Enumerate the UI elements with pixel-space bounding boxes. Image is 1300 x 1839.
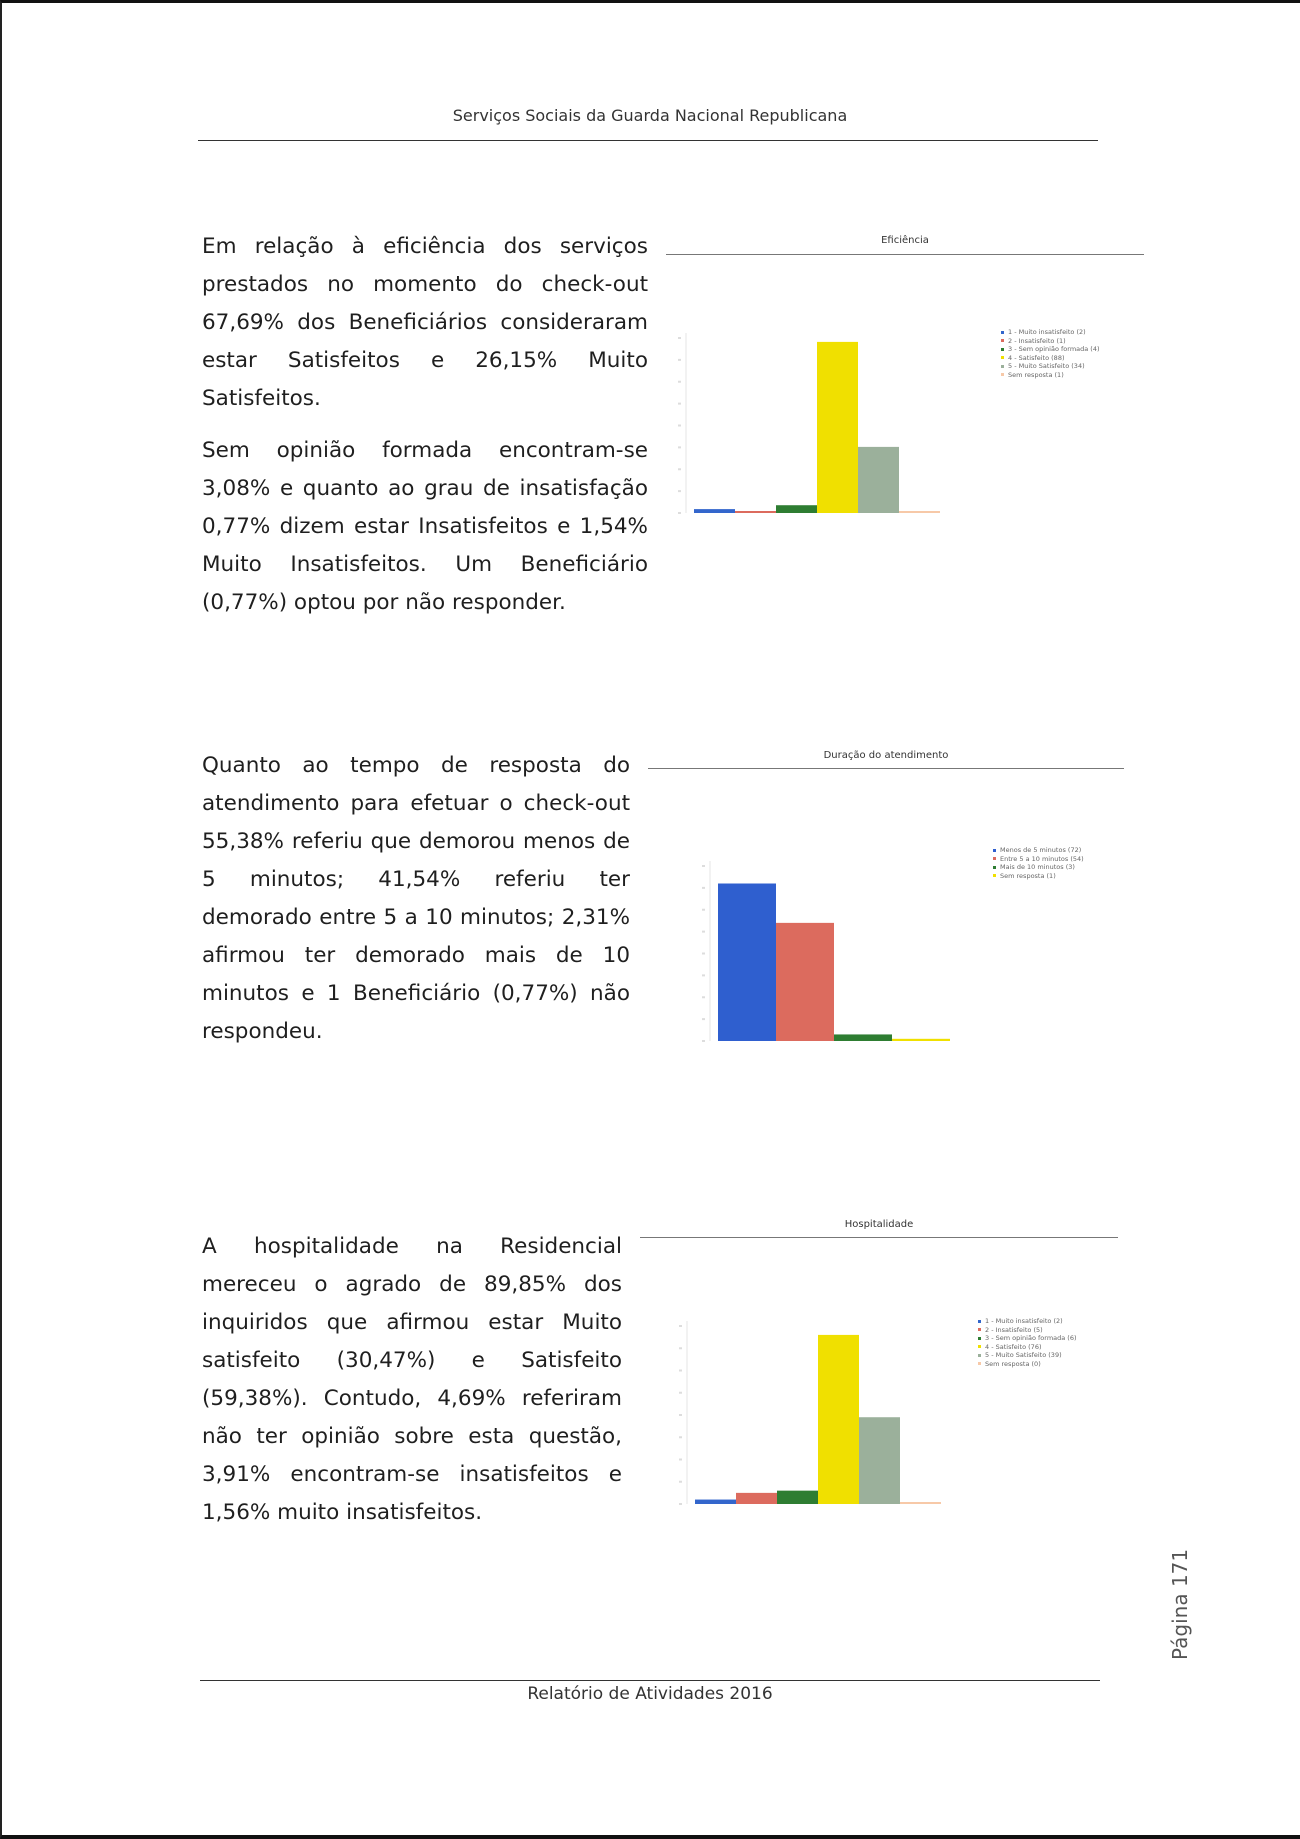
legend-item	[1001, 337, 1100, 346]
paragraph: Quanto ao tempo de resposta do atendimento para efetuar o check-out 55,38% referiu que demorou menos de 5 minutos; 41,54% referiu ter demorado entre 5 a 10 minutos; 2,31% afirmou ter demorado mais de 10 minutos e 1 Beneficiário (0,77%) não respondeu.	[202, 753, 630, 1044]
bar-1	[695, 1500, 736, 1504]
y-tick	[679, 1370, 682, 1372]
legend-marker	[1001, 356, 1004, 359]
y-tick	[678, 403, 681, 405]
y-tick	[679, 1414, 682, 1416]
legend-marker	[1001, 373, 1004, 376]
legend-label: Sem resposta (1)	[1008, 370, 1064, 379]
legend-marker	[993, 849, 996, 852]
y-tick	[702, 909, 705, 911]
legend-item	[1001, 354, 1100, 363]
y-tick	[702, 996, 705, 998]
bar-1	[694, 509, 735, 513]
legend-marker	[978, 1345, 981, 1348]
page-number: Página 171	[1168, 1548, 1192, 1660]
legend-marker	[1001, 348, 1004, 351]
y-tick	[678, 512, 681, 514]
y-tick	[678, 446, 681, 448]
legend-label: Menos de 5 minutos (72)	[1000, 846, 1082, 854]
bar-4	[818, 1335, 859, 1504]
hospitality-chart	[640, 1214, 1118, 1514]
paragraph: A hospitalidade na Residencial mereceu o agrado de 89,85% dos inquiridos que afirmou estar Muito satisfeito (30,47%) e Satisfeito (59,38%). Contudo, 4,69% referiram não ter opinião sobre esta questão, 3,91% encontram-se insatisfeitos e 1,56% muito insatisfeitos.	[202, 1234, 622, 1525]
page-header: Serviços Sociais da Guarda Nacional Republicana	[452, 106, 848, 125]
bar-3	[777, 1491, 818, 1504]
bar-6	[899, 511, 940, 513]
y-tick	[702, 865, 705, 867]
duration-chart	[648, 745, 1124, 1045]
section-efficiency-text	[202, 228, 648, 636]
y-tick	[679, 1347, 682, 1349]
bar-2	[776, 923, 834, 1041]
y-tick	[702, 1018, 705, 1020]
chart-plot	[648, 745, 1124, 1045]
y-tick	[678, 490, 681, 492]
legend-label: 4 - Satisfeito (76)	[985, 1342, 1042, 1351]
legend-label: Sem resposta (0)	[985, 1359, 1041, 1368]
legend-item	[1001, 345, 1100, 354]
chart-title: Eficiência	[881, 235, 929, 246]
legend-marker	[993, 874, 996, 877]
section-hospitality-text	[202, 1228, 622, 1546]
efficiency-chart	[666, 230, 1144, 530]
legend-label: 4 - Satisfeito (88)	[1008, 353, 1065, 362]
legend-marker	[978, 1328, 981, 1331]
y-tick	[702, 1040, 705, 1042]
legend-label: 3 - Sem opinião formada (6)	[985, 1334, 1077, 1342]
bar-4	[817, 342, 858, 513]
legend-item	[978, 1334, 1077, 1343]
page-footer: Relatório de Atividades 2016	[527, 1684, 773, 1704]
legend-marker	[978, 1354, 981, 1357]
bar-5	[858, 447, 899, 513]
legend-item	[1001, 371, 1100, 380]
y-tick	[702, 887, 705, 889]
bar-3	[834, 1034, 892, 1041]
y-tick	[679, 1325, 682, 1327]
legend-label: 2 - Insatisfeito (5)	[985, 1325, 1043, 1334]
legend-marker	[978, 1362, 981, 1365]
footer-divider	[200, 1680, 1100, 1681]
legend-item	[978, 1343, 1077, 1352]
legend-label: 3 - Sem opinião formada (4)	[1008, 345, 1100, 353]
y-tick	[702, 974, 705, 976]
y-tick	[679, 1481, 682, 1483]
legend-item	[993, 863, 1084, 872]
y-tick	[678, 381, 681, 383]
paragraph: Em relação à eficiência dos serviços prestados no momento do check-out 67,69% dos Beneficiários consideraram estar Satisfeitos e 26,15% Muito Satisfeitos.	[202, 234, 648, 411]
legend-item	[978, 1326, 1077, 1335]
header-divider	[198, 140, 1098, 141]
bar-2	[735, 511, 776, 513]
chart-legend	[978, 1317, 1077, 1368]
legend-label: 5 - Muito Satisfeito (39)	[985, 1351, 1062, 1359]
section-duration-text	[202, 747, 630, 1065]
legend-label: Entre 5 a 10 minutos (54)	[1000, 854, 1084, 863]
legend-label: 2 - Insatisfeito (1)	[1008, 336, 1066, 345]
bar-3	[776, 505, 817, 513]
legend-item	[1001, 328, 1100, 337]
legend-item	[978, 1351, 1077, 1360]
bar-1	[718, 884, 776, 1042]
chart-legend	[1001, 328, 1100, 379]
y-tick	[679, 1436, 682, 1438]
legend-label: 1 - Muito insatisfeito (2)	[1008, 328, 1086, 336]
legend-marker	[1001, 365, 1004, 368]
chart-plot	[666, 230, 1144, 530]
chart-title: Hospitalidade	[844, 1219, 914, 1230]
legend-item	[978, 1360, 1077, 1369]
y-tick	[679, 1392, 682, 1394]
legend-label: 1 - Muito insatisfeito (2)	[985, 1317, 1063, 1325]
legend-item	[978, 1317, 1077, 1326]
legend-marker	[993, 857, 996, 860]
legend-item	[993, 872, 1084, 881]
paragraph: Sem opinião formada encontram-se 3,08% e quanto ao grau de insatisfação 0,77% dizem estar Insatisfeitos e 1,54% Muito Insatisfeitos. Um Beneficiário (0,77%) optou por não responder.	[202, 438, 648, 615]
bar-6	[900, 1502, 941, 1504]
y-tick	[678, 468, 681, 470]
y-tick	[679, 1503, 682, 1505]
legend-label: 5 - Muito Satisfeito (34)	[1008, 362, 1085, 370]
chart-title: Duração do atendimento	[823, 750, 949, 761]
bar-5	[859, 1417, 900, 1504]
legend-marker	[1001, 331, 1004, 334]
bar-2	[736, 1493, 777, 1504]
legend-item	[993, 855, 1084, 864]
chart-legend	[993, 846, 1084, 880]
y-tick	[702, 931, 705, 933]
legend-marker	[1001, 339, 1004, 342]
y-tick	[678, 425, 681, 427]
legend-marker	[993, 866, 996, 869]
bar-4	[892, 1039, 950, 1041]
y-tick	[678, 337, 681, 339]
legend-label: Sem resposta (1)	[1000, 871, 1056, 880]
y-tick	[679, 1459, 682, 1461]
legend-label: Mais de 10 minutos (3)	[1000, 863, 1075, 871]
legend-item	[993, 846, 1084, 855]
y-tick	[678, 359, 681, 361]
y-tick	[702, 953, 705, 955]
legend-marker	[978, 1337, 981, 1340]
legend-item	[1001, 362, 1100, 371]
legend-marker	[978, 1320, 981, 1323]
